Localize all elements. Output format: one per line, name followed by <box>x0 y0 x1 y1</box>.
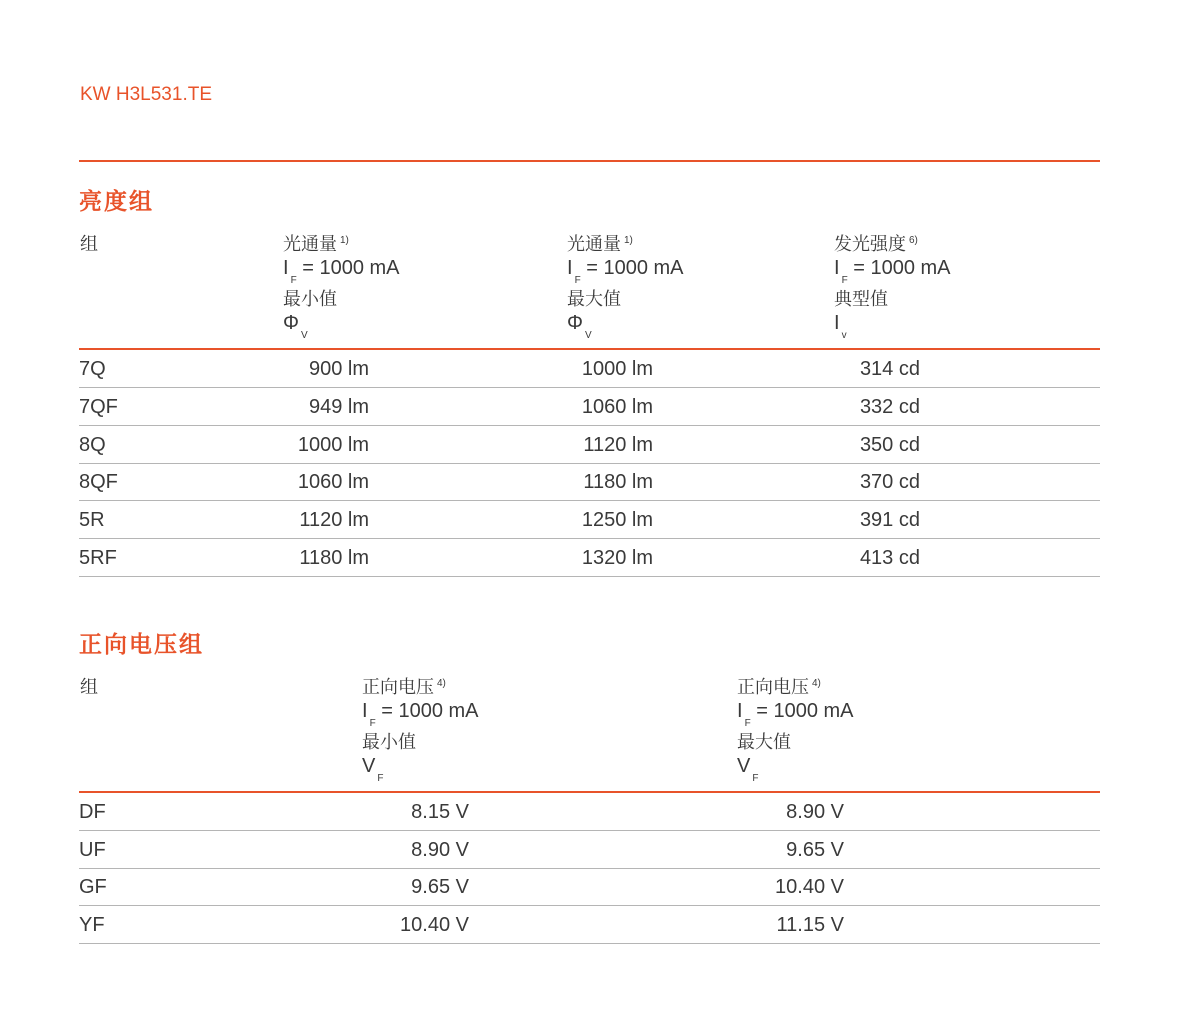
cell-max: 8.90 V <box>786 801 844 823</box>
cell-group: UF <box>79 839 106 861</box>
cell-max: 1250 lm <box>581 509 653 531</box>
brightness-header-group <box>80 230 98 256</box>
table-row <box>79 539 1100 577</box>
header-name: 光通量 $^{1)}$ <box>567 234 633 255</box>
table-row <box>79 350 1100 388</box>
header-kind: 典型值 <box>834 289 888 310</box>
header-symbol: $V_F$ <box>737 755 759 784</box>
cell-min: 1180 lm <box>299 547 369 569</box>
cell-max: 11.15 V <box>776 914 844 936</box>
header-kind: 最小值 <box>283 289 337 310</box>
table-row <box>79 426 1100 464</box>
cell-max: 10.40 V <box>775 876 844 898</box>
voltage-header-group <box>80 673 98 699</box>
cell-min: 9.65 V <box>411 876 469 898</box>
cell-group: GF <box>79 876 107 898</box>
cell-typ: 413 cd <box>859 547 920 569</box>
table-row <box>79 793 1100 831</box>
header-kind: 最大值 <box>737 732 791 753</box>
cell-typ: 370 cd <box>859 471 920 493</box>
table-row <box>79 388 1100 426</box>
cell-min: 8.90 V <box>411 839 469 861</box>
cell-max: 1320 lm <box>581 547 653 569</box>
top-divider <box>79 160 1100 162</box>
header-kind: 最小值 <box>362 732 416 753</box>
header-kind: 最大值 <box>567 289 621 310</box>
cell-max: 1120 lm <box>583 434 653 456</box>
cell-group: DF <box>79 801 106 823</box>
cell-max: 1180 lm <box>583 471 653 493</box>
cell-group: 7Q <box>79 358 106 380</box>
cell-typ: 391 cd <box>859 509 920 531</box>
header-symbol: $V_F$ <box>362 755 384 784</box>
header-name: 正向电压 $^{4)}$ <box>737 677 821 698</box>
cell-min: 1060 lm <box>297 471 369 493</box>
brightness-section-title: 亮度组 <box>79 189 154 215</box>
cell-group: 5RF <box>79 547 117 569</box>
table-row <box>79 906 1100 944</box>
cell-group: YF <box>79 914 105 936</box>
header-name: 光通量 $^{1)}$ <box>283 234 349 255</box>
header-group-label: 组 <box>80 677 98 698</box>
cell-min: 1000 lm <box>297 434 369 456</box>
cell-group: 5R <box>79 509 105 531</box>
header-condition: $I_F = 1000$ mA <box>737 700 854 729</box>
header-symbol: $I_v$ <box>834 312 847 341</box>
cell-group: 7QF <box>79 396 118 418</box>
cell-typ: 332 cd <box>859 396 920 418</box>
cell-max: 1060 lm <box>581 396 653 418</box>
cell-max: 9.65 V <box>786 839 844 861</box>
header-condition: $I_F = 1000$ mA <box>834 257 951 286</box>
header-condition: $I_F = 1000$ mA <box>283 257 400 286</box>
header-name: 正向电压 $^{4)}$ <box>362 677 446 698</box>
header-symbol: $\Phi_V$ <box>283 312 308 341</box>
cell-typ: 314 cd <box>859 358 920 380</box>
cell-min: 949 lm <box>308 396 369 418</box>
cell-min: 900 lm <box>308 358 369 380</box>
cell-max: 1000 lm <box>581 358 653 380</box>
header-condition: $I_F = 1000$ mA <box>362 700 479 729</box>
cell-typ: 350 cd <box>859 434 920 456</box>
product-name: KW H3L531.TE <box>80 84 212 105</box>
voltage-section-title: 正向电压组 <box>79 632 204 658</box>
table-row <box>79 463 1100 501</box>
cell-min: 1120 lm <box>299 509 369 531</box>
header-condition: $I_F = 1000$ mA <box>567 257 684 286</box>
cell-group: 8Q <box>79 434 106 456</box>
header-symbol: $\Phi_V$ <box>567 312 592 341</box>
header-name: 发光强度 $^{6)}$ <box>834 234 918 255</box>
header-group-label: 组 <box>80 234 98 255</box>
table-row <box>79 501 1100 539</box>
table-row <box>79 868 1100 906</box>
cell-group: 8QF <box>79 471 118 493</box>
cell-min: 10.40 V <box>400 914 469 936</box>
table-row <box>79 831 1100 869</box>
cell-min: 8.15 V <box>411 801 469 823</box>
